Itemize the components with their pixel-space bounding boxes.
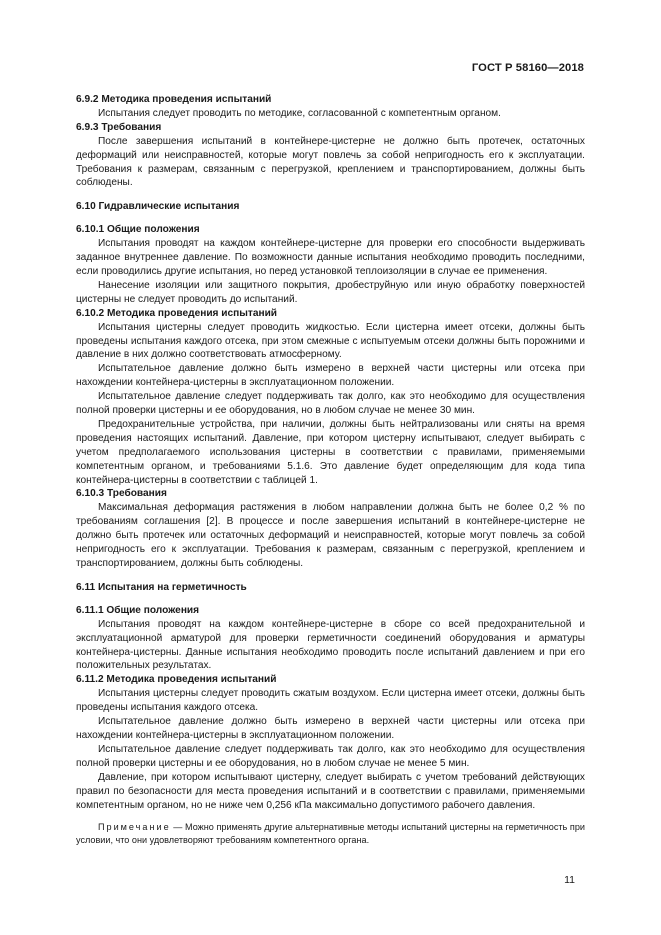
note-text: Можно применять другие альтернативные методы испытаний цистерны на герметичность при условии, что они удовлетворяют требованиям компетентного органа.	[76, 822, 585, 846]
section-heading: 6.10.3 Требования	[76, 488, 167, 500]
page-number: 11	[564, 874, 575, 886]
body-paragraph: Испытания цистерны следует проводить жидкостью. Если цистерна имеет отсеки, должны быть проведены испытания каждого отсека, при этом смежные с испытуемым отсеки должны быть порожними и давление в них должно соответствовать атмосферному.	[76, 321, 585, 361]
section-heading: 6.11.1 Общие положения	[76, 604, 200, 616]
section-heading: 6.10.2 Методика проведения испытаний	[76, 307, 278, 319]
document-header: ГОСТ Р 58160—2018	[471, 62, 584, 74]
body-paragraph: Максимальная деформация растяжения в любом направлении должна быть не более 0,2 % по требованиям соглашения [2]. В процессе и после завершения испытаний в контейнере-цистерне не должно быть протечек или остаточных деформаций и неисправностей, которые могут повлечь за собой непригодность его к эксплуатации. Требования к размерам, связанным с перегрузкой, креплением и транспортированием, должны быть соблюдены.	[76, 502, 585, 569]
body-paragraph: Испытания следует проводить по методике, согласованной с компетентным органом.	[98, 107, 501, 119]
section-heading: 6.9.3 Требования	[76, 121, 162, 133]
body-paragraph: Испытания проводят на каждом контейнере-цистерне для проверки его способности выдерживать заданное внутреннее давление. По возможности данные испытания необходимо проводить последними, если проводились другие испытания, но перед установкой теплоизоляции в случае ее применения.	[76, 238, 585, 277]
note-paragraph	[76, 821, 585, 847]
section-heading: 6.11 Испытания на герметичность	[76, 581, 247, 593]
section-heading: 6.11.2 Методика проведения испытаний	[76, 674, 277, 686]
body-paragraph: После завершения испытаний в контейнере-цистерне не должно быть протечек, остаточных деформаций или неисправностей, которые могут повлечь за собой непригодность его к эксплуатации. Требования к размерам, связанным с перегрузкой, креплением и транспортированием, должны быть соблюдены.	[76, 135, 585, 189]
section-heading: 6.9.2 Методика проведения испытаний	[76, 94, 272, 105]
body-paragraph: Предохранительные устройства, при наличии, должны быть нейтрализованы или сняты на время проведения настоящих испытаний. Давление, при котором цистерну испытывают, следует выбирать с учетом предполагаемого использования цистерны в соответствии с правилами, применяемыми компетентным органом, и требованиями 5.1.6. Это давление будет определяющим для кода типа контейнера-цистерны в соответствии с таблицей 1.	[76, 418, 585, 486]
body-paragraph: Давление, при котором испытывают цистерну, следует выбирать с учетом требований действующих правил по безопасности для места проведения испытаний и в соответствии с правилами, применяемыми компетентным органом, но не ниже чем 0,256 кПа максимально допустимого рабочего давления.	[76, 771, 585, 811]
document-body	[76, 93, 585, 847]
body-paragraph: Испытательное давление следует поддерживать так долго, как это необходимо для осуществления полной проверки цистерны и ее оборудования, но в любом случае не менее 30 мин.	[76, 391, 585, 417]
body-paragraph: Испытания проводят на каждом контейнере-цистерне в сборе со всей предохранительной и эксплуатационной арматурой для проверки герметичности соединений оборудования и арматуры контейнера-цистерны. Данные испытания необходимо проводить после испытаний давлением и при его положительных результатах.	[76, 618, 585, 672]
section-heading: 6.10.1 Общие положения	[76, 224, 200, 236]
body-paragraph: Испытательное давление должно быть измерено в верхней части цистерны или отсека при нахождении контейнера-цистерны в эксплуатационном положении.	[76, 363, 585, 389]
section-heading: 6.10 Гидравлические испытания	[76, 201, 240, 213]
note-label: Примечание	[98, 822, 171, 833]
body-paragraph: Испытательное давление следует поддерживать так долго, как это необходимо для осуществления полной проверки цистерны и ее оборудования, но в любом случае не менее 5 мин.	[76, 743, 585, 769]
body-paragraph: Испытания цистерны следует проводить сжатым воздухом. Если цистерна имеет отсеки, должны быть проведены испытания каждого отсека.	[76, 688, 585, 714]
note-dash: —	[170, 822, 186, 833]
body-paragraph: Нанесение изоляции или защитного покрытия, дробеструйную или иную обработку поверхностей цистерны не следует проводить до испытаний.	[76, 279, 585, 305]
body-paragraph: Испытательное давление должно быть измерено в верхней части цистерны или отсека при нахождении контейнера-цистерны в эксплуатационном положении.	[76, 716, 585, 741]
